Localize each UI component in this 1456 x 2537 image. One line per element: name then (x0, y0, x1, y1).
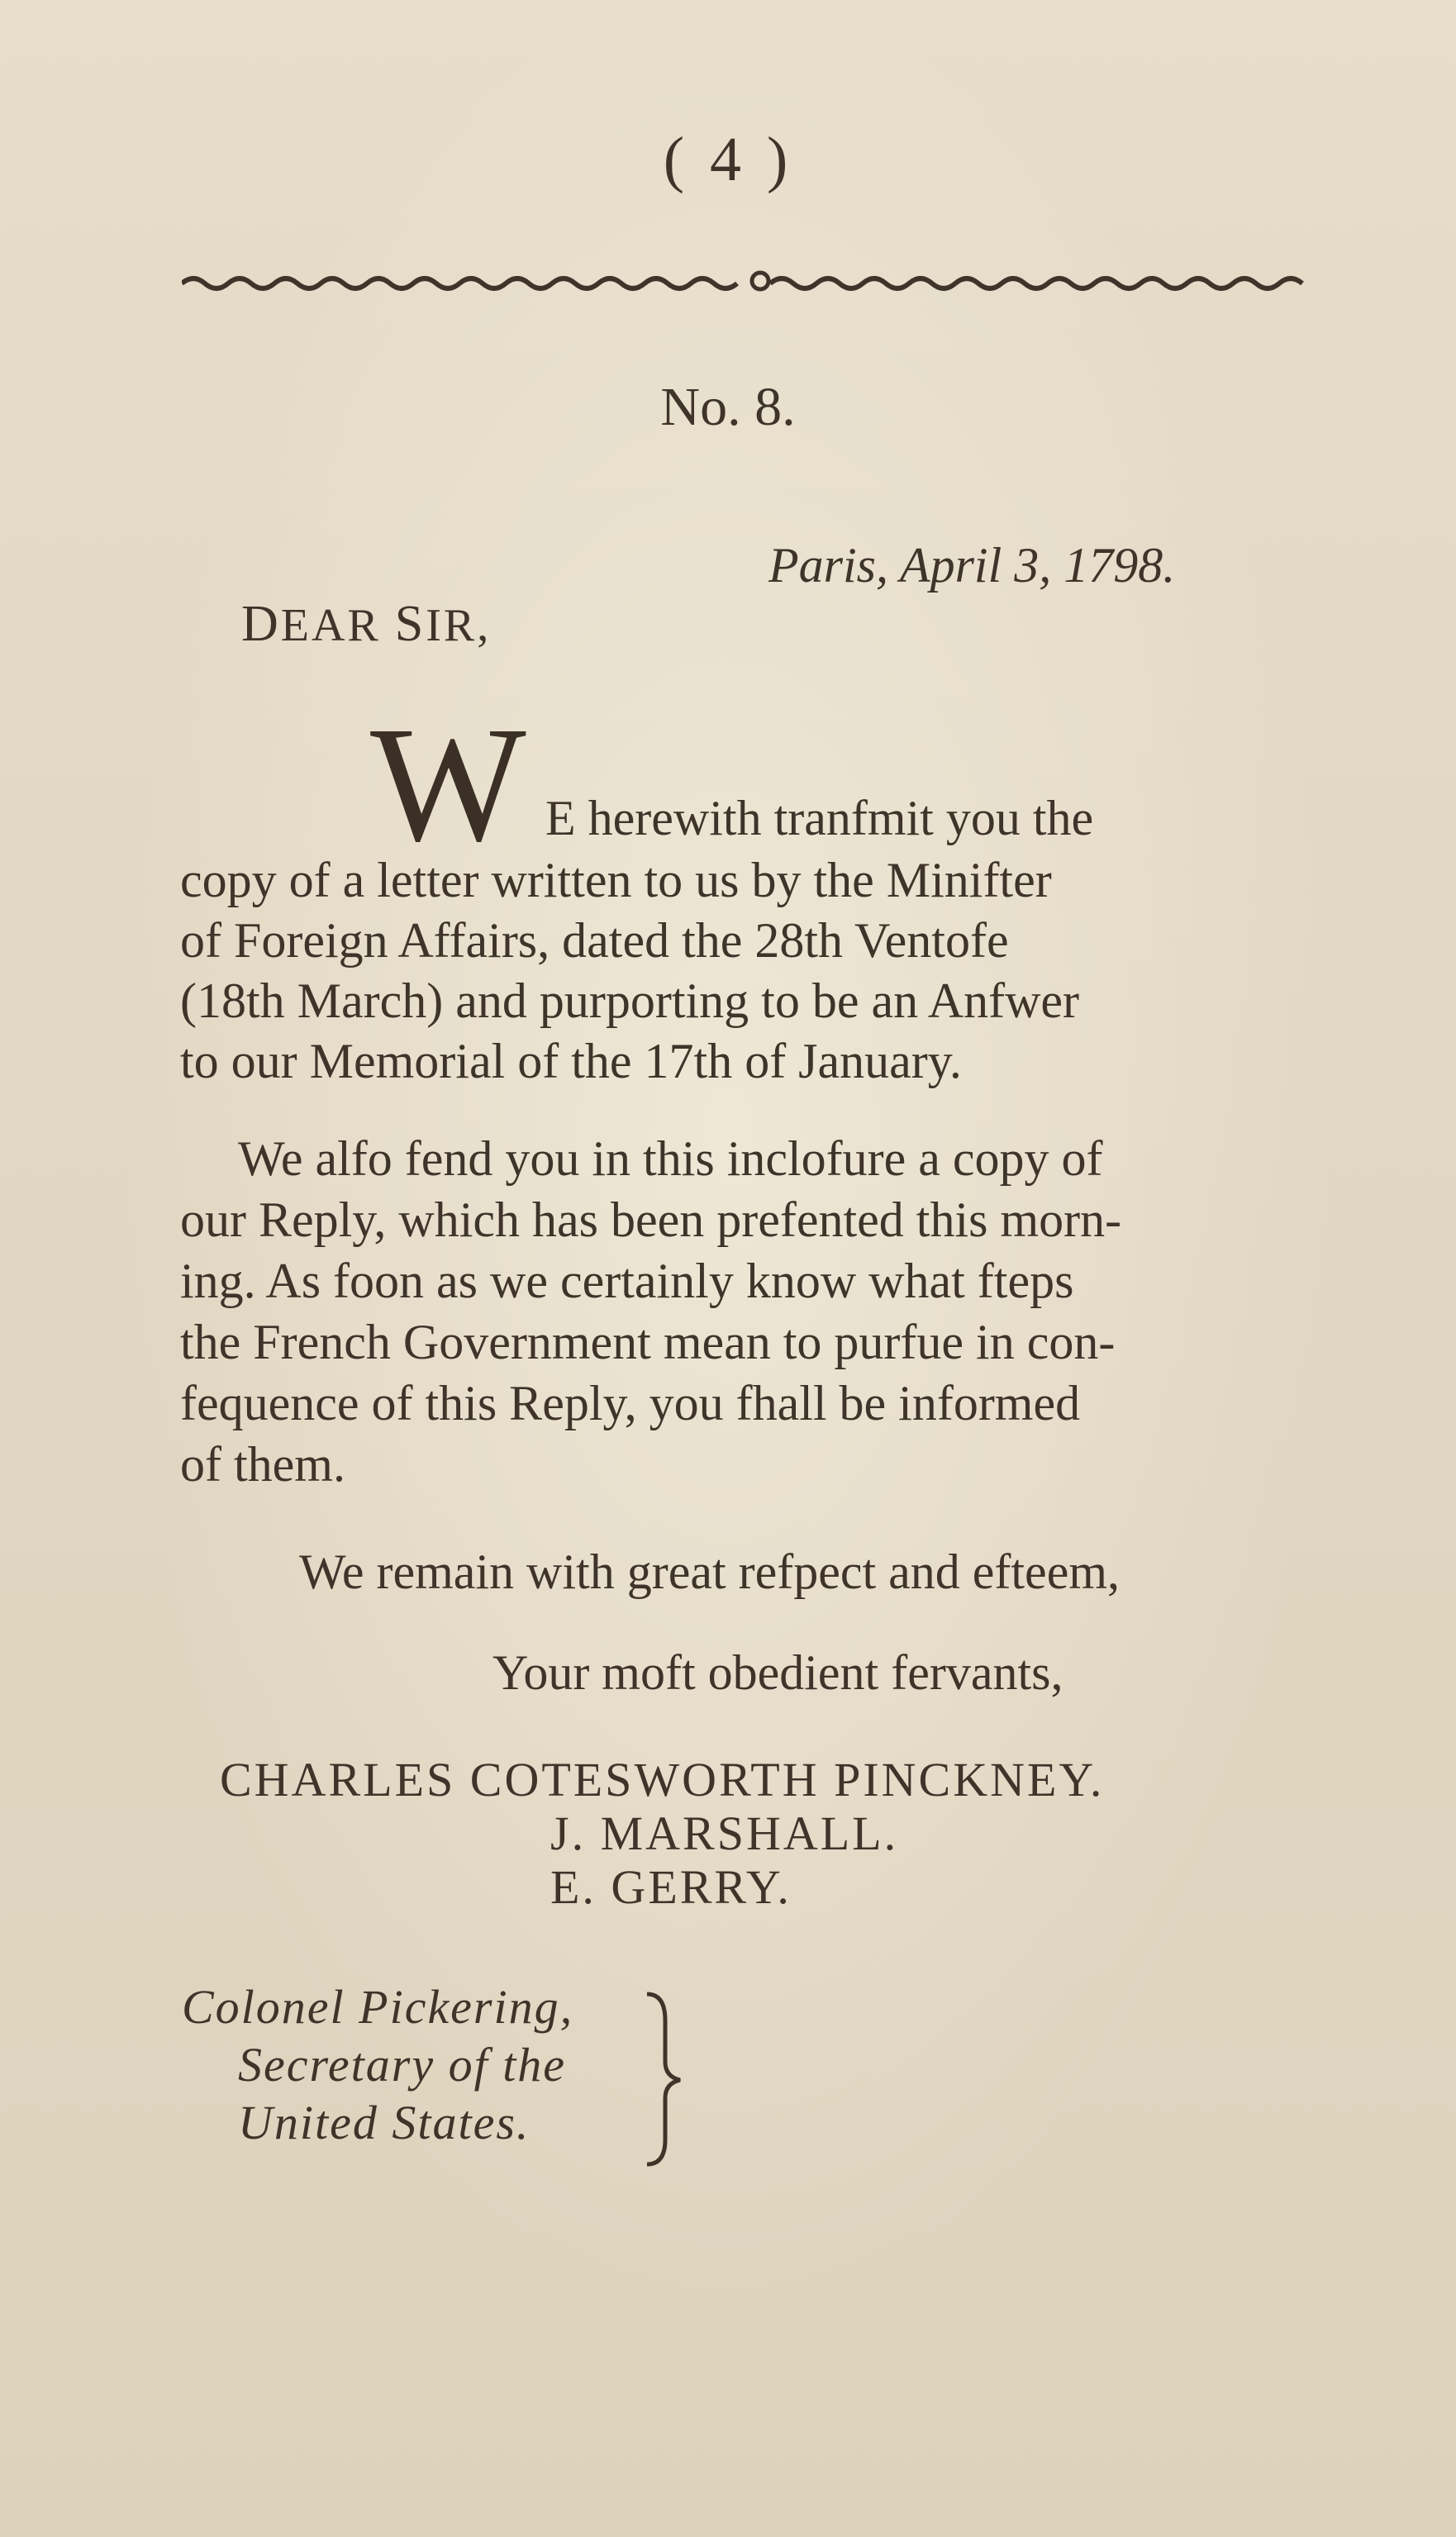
closing-line: Your moft obedient fervants, (492, 1645, 1063, 1700)
curly-brace-icon (640, 1987, 690, 2169)
ornamental-rule-icon (182, 263, 1306, 304)
body-line: of them. (180, 1437, 345, 1492)
salutation-initial-1: D (241, 596, 281, 652)
addressee-line: Colonel Pickering, (182, 1980, 574, 2034)
document-number: No. 8. (660, 377, 796, 437)
body-line: our Reply, which has been prefented this morn- (180, 1192, 1122, 1247)
salutation-rest-2: IR, (426, 600, 492, 651)
body-line: copy of a letter written to us by the Minifter (180, 853, 1052, 907)
body-line: the French Government mean to purfue in con- (180, 1315, 1116, 1369)
body-line: to our Memorial of the 17th of January. (180, 1034, 962, 1088)
body-line: E herewith tranfmit you the (545, 791, 1094, 845)
salutation (241, 595, 491, 654)
signature-marshall: J. MARSHALL. (550, 1806, 899, 1860)
body-line: (18th March) and purporting to be an Anfwer (180, 973, 1080, 1028)
addressee-line: United States. (238, 2096, 531, 2149)
drop-cap: W (370, 693, 526, 876)
signature-pinckney: CHARLES COTESWORTH PINCKNEY. (220, 1753, 1105, 1806)
body-line: of Foreign Affairs, dated the 28th Ventofe (180, 913, 1009, 968)
body-line: fequence of this Reply, you fhall be informed (180, 1376, 1081, 1430)
date-line: Paris, April 3, 1798. (768, 538, 1176, 593)
signature-gerry: E. GERRY. (550, 1860, 792, 1914)
page-number: ( 4 ) (663, 125, 793, 194)
addressee-line: Secretary of the (238, 2038, 567, 2092)
salutation-initial-2: S (394, 596, 426, 652)
closing-line: We remain with great refpect and efteem, (299, 1545, 1120, 1599)
body-line: We alfo fend you in this inclofure a copy of (238, 1131, 1103, 1186)
body-line: ing. As foon as we certainly know what fteps (180, 1254, 1074, 1308)
salutation-rest-1: EAR (280, 600, 381, 651)
